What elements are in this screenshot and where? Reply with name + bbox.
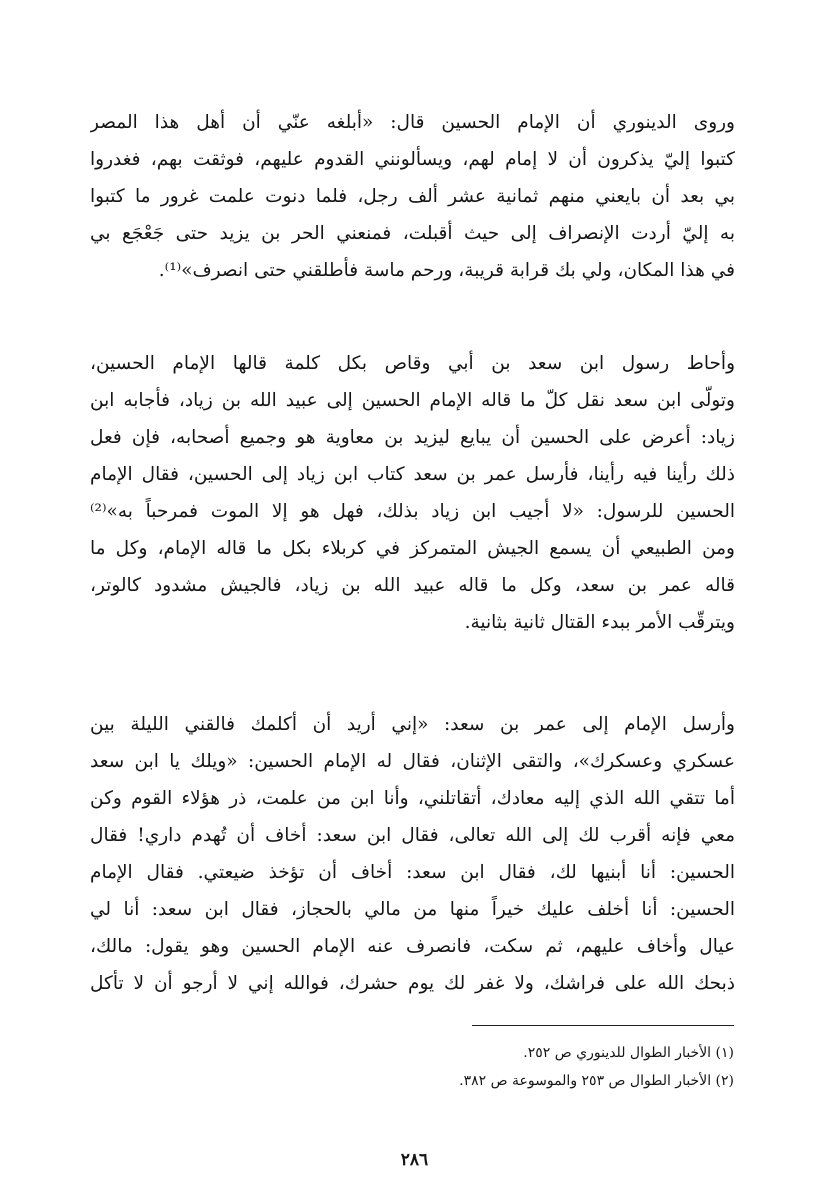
page-number: ٢٨٦: [400, 1150, 429, 1170]
text-line: زياد: أعرض على الحسين أن يبايع ليزيد بن معاوية هو وجميع أصحابه، فإن فعل: [90, 427, 735, 448]
text-line: قاله عمر بن سعد، وكل ما قاله عبيد الله بن زياد، فالجيش مشدود كالوتر،: [90, 575, 735, 596]
text-line: أما تتقي الله الذي إليه معادك، أتقاتلني، وأنا ابن من علمت، ذر هؤلاء القوم وكن: [90, 788, 735, 809]
text-line: وأرسل الإمام إلى عمر بن سعد: «إني أريد أن أكلمك فالقني الليلة بين: [90, 714, 735, 735]
footnote-2: (٢) الأخبار الطوال ص ٢٥٣ والموسوعة ص ٣٨٢.: [459, 1073, 734, 1089]
footnotes: [300, 1039, 734, 1095]
text-line: وروى الدينوري أن الإمام الحسين قال: «أبلغه عنّي أن أهل هذا المصر: [90, 112, 735, 133]
text-line: الحسين للرسول: «لا أجيب ابن زياد بذلك، فهل هو إلا الموت فمرحباً به»⁽²⁾: [90, 501, 735, 522]
text-line: عسكري وعسكرك»، والتقى الإثنان، فقال له الإمام الحسين: «ويلك يا ابن سعد: [90, 751, 735, 772]
text-line: الحسين: أنا أخلف عليك خيراً منها من مالي بالحجاز، فقال ابن سعد: أنا لي: [90, 899, 735, 920]
text-line: ذلك رأينا فيه رأينا، فأرسل عمر بن سعد كتاب ابن زياد إلى الحسين، فقال الإمام: [90, 464, 735, 485]
text-line: ذبحك الله على فراشك، ولا غفر لك يوم حشرك، فوالله إني لا أرجو أن لا تأكل: [90, 973, 735, 994]
text-line: بي بعد أن بايعني منهم ثمانية عشر ألف رجل، فلما دنوت علمت غرور ما كتبوا: [90, 186, 735, 207]
text-line: معي فإنه أقرب لك إلى الله تعالى، فقال ابن سعد: أخاف أن تُهدم داري! فقال: [90, 825, 735, 846]
text-line: وأحاط رسول ابن سعد بن أبي وقاص بكل كلمة قالها الإمام الحسين،: [90, 353, 735, 374]
text-line: في هذا المكان، ولي بك قرابة قريبة، ورحم ماسة فأطلقني حتى انصرف»⁽¹⁾.: [158, 260, 735, 281]
paragraph-2: [90, 345, 735, 641]
text-line: ومن الطبيعي أن يسمع الجيش المتمركز في كربلاء بكل ما قاله الإمام، وكل ما: [90, 538, 735, 559]
text-line: الحسين: أنا أبنيها لك، فقال ابن سعد: أخاف أن تؤخذ ضيعتي. فقال الإمام: [90, 862, 735, 883]
text-line: وتولّى ابن سعد نقل كلّ ما قاله الإمام الحسين إلى عبيد الله بن زياد، فأجابه ابن: [90, 390, 735, 411]
footnote-divider: [472, 1025, 734, 1026]
paragraph-1: [90, 104, 735, 289]
text-line: كتبوا إليّ يذكرون أن لا إمام لهم، ويسألونني القدوم عليهم، فوثقت بهم، فغدروا: [90, 149, 735, 170]
text-line: به إليّ أردت الإنصراف إلى حيث أقبلت، فمنعني الحر بن يزيد حتى جَعْجَع بي: [90, 223, 735, 244]
footnote-1: (١) الأخبار الطوال للدينوري ص ٢٥٢.: [523, 1045, 734, 1061]
text-line: عيال وأخاف عليهم، ثم سكت، فانصرف عنه الإمام الحسين وهو يقول: مالك،: [90, 936, 735, 957]
paragraph-3: [90, 706, 735, 1002]
text-line: ويترقّب الأمر ببدء القتال ثانية بثانية.: [464, 612, 735, 633]
